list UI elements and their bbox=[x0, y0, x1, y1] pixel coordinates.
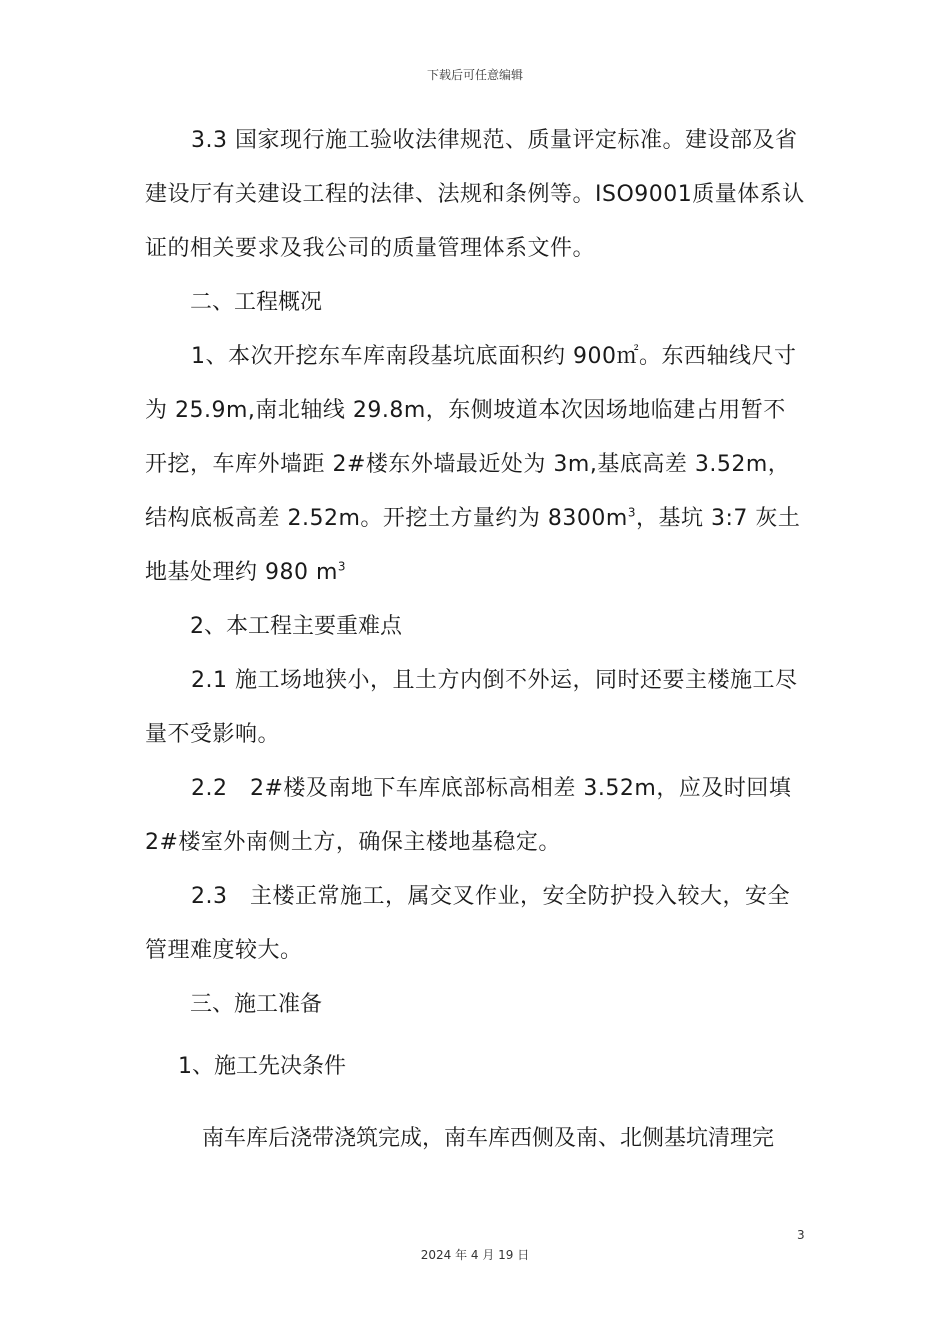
paragraph-difficulty-3: 2.3 主楼正常施工，属交叉作业，安全防护投入较大，安全管理难度较大。 bbox=[145, 884, 790, 963]
paragraph-difficulty-2: 2.2 2#楼及南地下车库底部标高相差 3.52m，应及时回填 2#楼室外南侧土方，确保主楼地基稳定。 bbox=[145, 776, 792, 855]
page-number: 3 bbox=[797, 1228, 805, 1242]
paragraph-difficulty-1: 2.1 施工场地狭小，且土方内倒不外运，同时还要主楼施工尽量不受影响。 bbox=[145, 668, 798, 747]
excavation-text-cont: ，基坑 3:7 灰土地基处理约 980 m bbox=[145, 506, 801, 585]
section-heading-overview: 二、工程概况 bbox=[190, 290, 323, 315]
footer-date: 2024 年 4 月 19 日 bbox=[420, 1248, 530, 1262]
section-heading-difficulties: 2、本工程主要重难点 bbox=[190, 614, 402, 639]
page-header: 下载后可任意编辑 bbox=[426, 68, 523, 82]
excavation-text: 1、本次开挖东车库南段基坑底面积约 900㎡。东西轴线尺寸为 25.9m,南北轴线 29.8m，东侧坡道本次因场地临建占用暂不开挖，车库外墙距 2#楼东外墙最近处为 3m,基底高差 3.52m，结构底板高差 2.52m。开挖土方量约为 8300m bbox=[145, 344, 797, 531]
subheading-prerequisites: 1、施工先决条件 bbox=[178, 1054, 346, 1079]
section-heading-preparation: 三、施工准备 bbox=[190, 992, 323, 1017]
paragraph-standards: 3.3 国家现行施工验收法律规范、质量评定标准。建设部及省建设厅有关建设工程的法律、法规和条例等。ISO9001质量体系认证的相关要求及我公司的质量管理体系文件。 bbox=[145, 128, 805, 261]
superscript: 3 bbox=[337, 559, 347, 574]
superscript: 3 bbox=[627, 505, 636, 520]
paragraph-excavation bbox=[145, 330, 807, 600]
paragraph-prerequisites: 南车库后浇带浇筑完成，南车库西侧及南、北侧基坑清理完 bbox=[202, 1126, 775, 1151]
